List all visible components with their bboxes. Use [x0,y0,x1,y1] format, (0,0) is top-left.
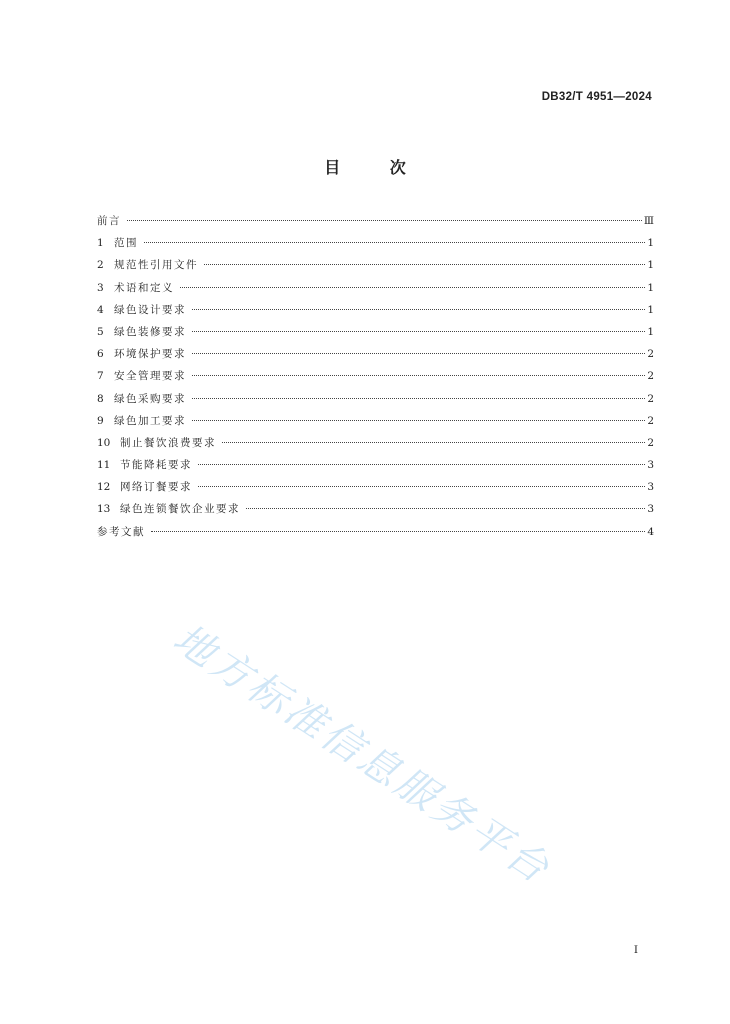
toc-entry-number: 5 [97,325,104,338]
toc-entry-number: 13 [97,503,111,516]
toc-dot-leader [151,531,645,532]
toc-entry-number: 4 [97,303,104,316]
toc-entry-label: 绿色采购要求 [114,392,186,405]
toc-entry[interactable] [97,476,654,498]
toc-entry-page: 4 [647,525,654,538]
toc-entry-number: 10 [97,436,111,449]
toc-dot-leader [222,442,645,443]
toc-dot-leader [192,309,645,310]
toc-entry-label: 范围 [114,237,138,250]
toc-dot-leader [246,508,645,509]
toc-entry-number: 3 [97,281,104,294]
toc-dot-leader [192,375,645,376]
toc-entry-number: 11 [97,459,111,472]
toc-entry-label: 网络订餐要求 [120,481,192,494]
toc-entry-page: 3 [647,503,654,516]
toc-entry-page: 1 [647,325,654,338]
toc-entry[interactable] [97,210,654,232]
toc-title: 目 次 [324,158,428,177]
toc-dot-leader [192,353,645,354]
toc-entry[interactable] [97,232,654,254]
toc-entry[interactable] [97,343,654,365]
toc-entry-page: 3 [647,459,654,472]
toc-dot-leader [192,420,645,421]
toc-dot-leader [192,331,645,332]
toc-entry-label: 节能降耗要求 [120,459,192,472]
toc-entry-label: 制止餐饮浪费要求 [120,436,216,449]
toc-entry[interactable] [97,299,654,321]
watermark: 地方标准信息服务平台 [165,615,560,894]
toc-entry-page: Ⅲ [643,215,654,227]
toc-entry-label: 术语和定义 [114,281,174,294]
toc-dot-leader [198,464,645,465]
toc-entry[interactable] [97,277,654,299]
page-number: I [633,944,638,956]
toc-entry-label: 参考文献 [97,525,145,538]
toc-entry-label: 绿色加工要求 [114,414,186,427]
toc-entry[interactable] [97,321,654,343]
toc-dot-leader [192,398,645,399]
toc-entry-page: 1 [647,281,654,294]
toc-entry[interactable] [97,454,654,476]
toc-entry-page: 2 [647,370,654,383]
toc-dot-leader [127,220,642,221]
toc-entry-page: 1 [647,303,654,316]
toc-entry-label: 环境保护要求 [114,348,186,361]
toc-entry-page: 1 [647,237,654,250]
toc-entry[interactable] [97,365,654,387]
toc-entry-page: 2 [647,414,654,427]
document-code: DB32/T 4951—2024 [541,91,652,103]
table-of-contents [97,210,654,543]
toc-entry[interactable] [97,254,654,276]
toc-dot-leader [144,242,645,243]
toc-dot-leader [198,486,645,487]
toc-entry-label: 安全管理要求 [114,370,186,383]
toc-entry-page: 3 [647,481,654,494]
toc-entry-number: 2 [97,259,104,272]
toc-entry-number: 6 [97,348,104,361]
toc-entry-label: 绿色连锁餐饮企业要求 [120,503,240,516]
toc-entry[interactable] [97,432,654,454]
toc-entry-label: 绿色设计要求 [114,303,186,316]
toc-entry[interactable] [97,388,654,410]
toc-entry-page: 1 [647,259,654,272]
toc-entry-number: 8 [97,392,104,405]
toc-entry-number: 7 [97,370,104,383]
toc-entry-label: 规范性引用文件 [114,259,198,272]
toc-dot-leader [180,287,645,288]
toc-entry[interactable] [97,521,654,543]
toc-entry[interactable] [97,498,654,520]
toc-entry[interactable] [97,410,654,432]
toc-entry-page: 2 [647,392,654,405]
toc-entry-page: 2 [647,348,654,361]
toc-entry-number: 1 [97,237,104,250]
toc-entry-number: 9 [97,414,104,427]
toc-entry-label: 绿色装修要求 [114,325,186,338]
toc-entry-number: 12 [97,481,111,494]
toc-entry-label: 前言 [97,215,121,227]
toc-entry-page: 2 [647,436,654,449]
toc-dot-leader [204,264,645,265]
